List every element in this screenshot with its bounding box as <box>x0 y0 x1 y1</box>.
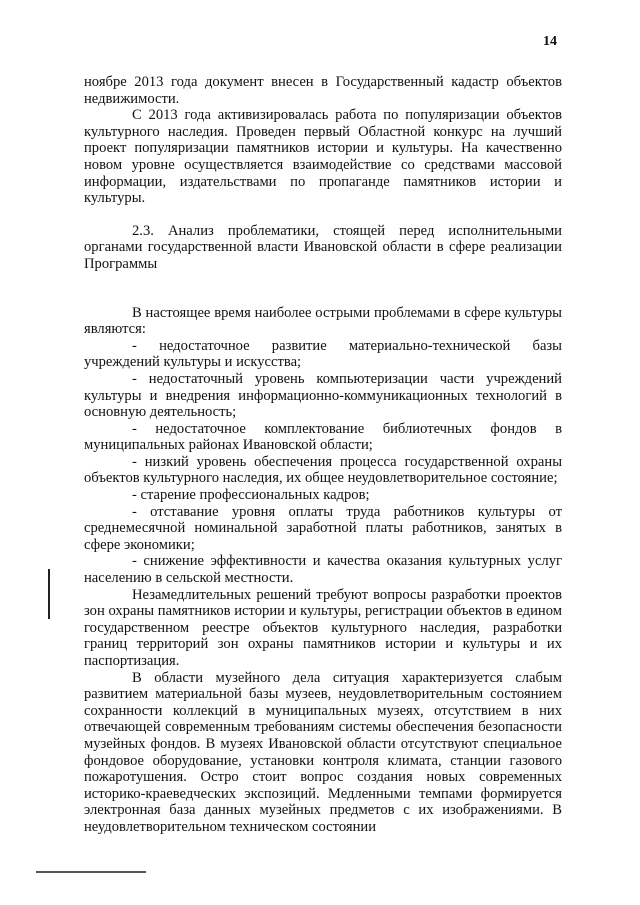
scan-line <box>36 871 146 873</box>
paragraph-cadastre: ноябре 2013 года документ внесен в Государственный кадастр объектов недвижимости. <box>84 74 562 107</box>
page-number: 14 <box>543 34 557 49</box>
problem-item: - недостаточное комплектование библиотечных фондов в муниципальных районах Ивановской области; <box>84 420 562 454</box>
paragraph-protection-zones: Незамедлительных решений требуют вопросы разработки проектов зон охраны памятников истории и культуры, регистрации объектов в едином государственном реестре объектов культурного наследия, разработки границ территорий зон охраны памятников истории и культуры и их паспортизация. <box>84 586 562 669</box>
problem-item: - снижение эффективности и качества оказания культурных услуг населению в сельской местности. <box>84 553 562 587</box>
paragraph-museums: В области музейного дела ситуация характеризуется слабым развитием материальной базы музеев, неудовлетворительным состоянием сохранности коллекций в муниципальных музеях, отсутствием в них отвечающей современным требованиям системы обеспечения безопасности музейных фондов. В музеях Ивановской области отсутствуют специальное фондовое оборудование, установки контроля климата, станции газового пожаротушения. Остро стоит вопрос создания новых современных историко-краеведческих экспозиций. Медленными темпами формируется электронная база данных музейных предметов с их изображениями. В неудовлетворительном техническом состоянии <box>84 669 562 835</box>
paragraph-popularization: С 2013 года активизировалась работа по популяризации объектов культурного наследия. Проведен первый Областной конкурс на лучший проект популяризации памятников истории и культуры. На качественно новом уровне осуществляется взаимодействие со средствами массовой информации, издательствами по пропаганде памятников истории и культуры. <box>84 107 562 207</box>
problem-item: - старение профессиональных кадров; <box>132 487 370 504</box>
spacer <box>84 207 562 223</box>
document-body <box>84 74 562 836</box>
problem-item: - недостаточный уровень компьютеризации части учреждений культуры и внедрения информационно-коммуникационных технологий в основную деятельность; <box>84 370 562 421</box>
spacer <box>84 273 562 289</box>
paragraph-problems-intro: В настоящее время наиболее острыми проблемами в сфере культуры являются: <box>84 304 562 338</box>
problem-item: - низкий уровень обеспечения процесса государственной охраны объектов культурного наследия, их общее неудовлетворительное состояние; <box>84 453 562 487</box>
margin-mark <box>48 569 50 619</box>
section-heading: 2.3. Анализ проблематики, стоящей перед исполнительными органами государственной власти Ивановской области в сфере реализации Программы <box>84 222 562 272</box>
spacer <box>84 289 562 305</box>
problem-item: - отставание уровня оплаты труда работников культуры от среднемесячной номинальной заработной платы работников, занятых в сфере экономики; <box>84 503 562 553</box>
problem-item: - недостаточное развитие материально-технической базы учреждений культуры и искусства; <box>84 337 562 371</box>
